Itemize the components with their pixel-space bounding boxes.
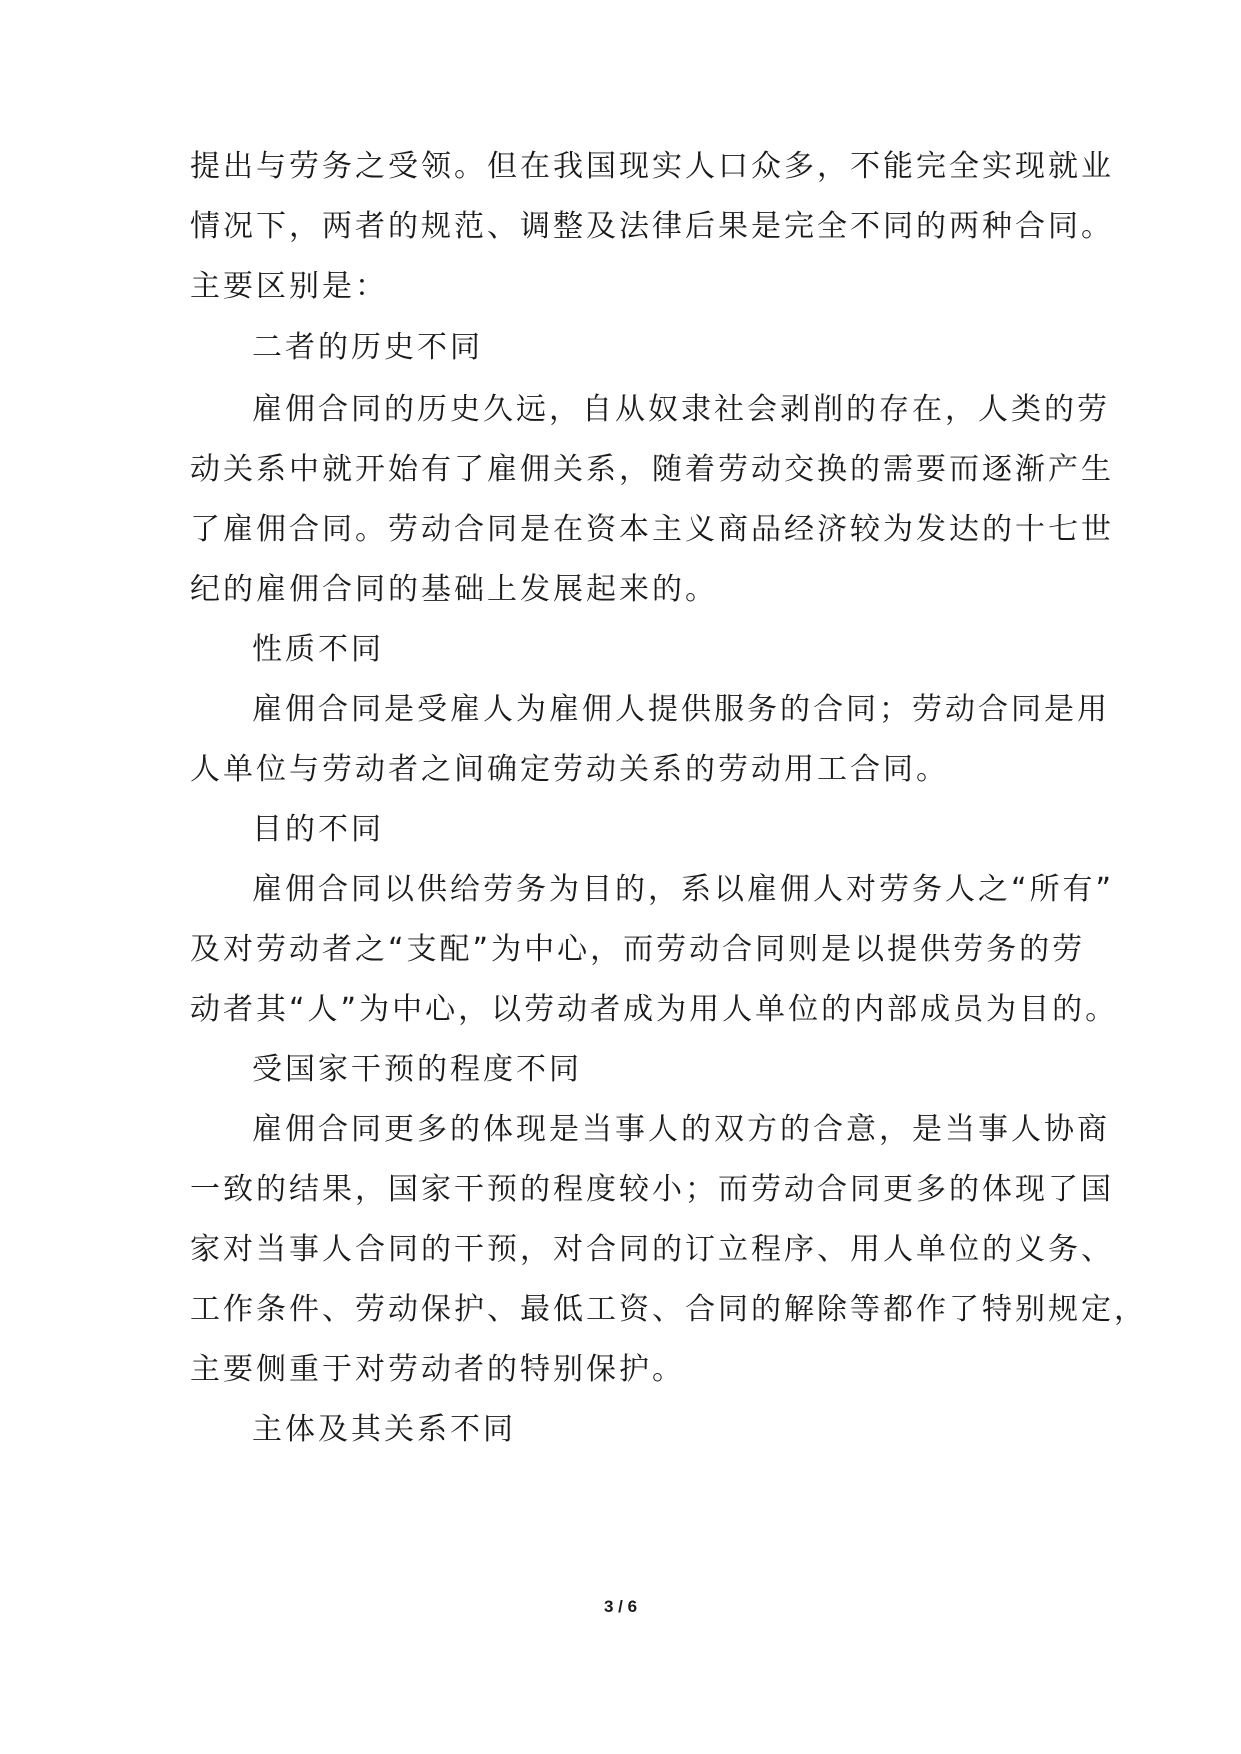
text-line: 主要侧重于对劳动者的特别保护。 bbox=[190, 1352, 685, 1387]
text-line: 人单位与劳动者之间确定劳动关系的劳动用工合同。 bbox=[190, 752, 949, 787]
section-heading: 目的不同 bbox=[252, 812, 384, 847]
text-line: 雇佣合同的历史久远，自从奴隶社会剥削的存在，人类的劳 bbox=[252, 392, 1110, 427]
text-line: 动关系中就开始有了雇佣关系，随着劳动交换的需要而逐渐产生 bbox=[190, 452, 1114, 487]
text-line: 提出与劳务之受领。但在我国现实人口众多，不能完全实现就业 bbox=[190, 149, 1114, 184]
text-line: 动者其“人”为中心，以劳动者成为用人单位的内部成员为目的。 bbox=[190, 992, 1119, 1027]
text-line: 纪的雇佣合同的基础上发展起来的。 bbox=[190, 572, 718, 607]
page-number: 3 / 6 bbox=[603, 1597, 638, 1616]
text-line: 雇佣合同更多的体现是当事人的双方的合意，是当事人协商 bbox=[252, 1112, 1110, 1147]
text-line: 一致的结果，国家干预的程度较小；而劳动合同更多的体现了国 bbox=[190, 1172, 1114, 1207]
text-line: 情况下，两者的规范、调整及法律后果是完全不同的两种合同。 bbox=[190, 209, 1114, 244]
text-line: 雇佣合同是受雇人为雇佣人提供服务的合同；劳动合同是用 bbox=[252, 692, 1110, 727]
section-heading: 性质不同 bbox=[252, 632, 384, 667]
text-line: 工作条件、劳动保护、最低工资、合同的解除等都作了特别规定， bbox=[190, 1292, 1147, 1327]
text-line: 家对当事人合同的干预，对合同的订立程序、用人单位的义务、 bbox=[190, 1232, 1114, 1267]
section-heading: 主体及其关系不同 bbox=[252, 1412, 516, 1447]
text-line: 雇佣合同以供给劳务为目的，系以雇佣人对劳务人之“所有” bbox=[252, 872, 1115, 907]
text-line: 了雇佣合同。劳动合同是在资本主义商品经济较为发达的十七世 bbox=[190, 512, 1114, 547]
section-heading: 受国家干预的程度不同 bbox=[252, 1052, 582, 1087]
text-line: 主要区别是： bbox=[190, 269, 388, 304]
section-heading: 二者的历史不同 bbox=[252, 330, 483, 365]
text-line: 及对劳动者之“支配”为中心，而劳动合同则是以提供劳务的劳 bbox=[190, 932, 1086, 967]
